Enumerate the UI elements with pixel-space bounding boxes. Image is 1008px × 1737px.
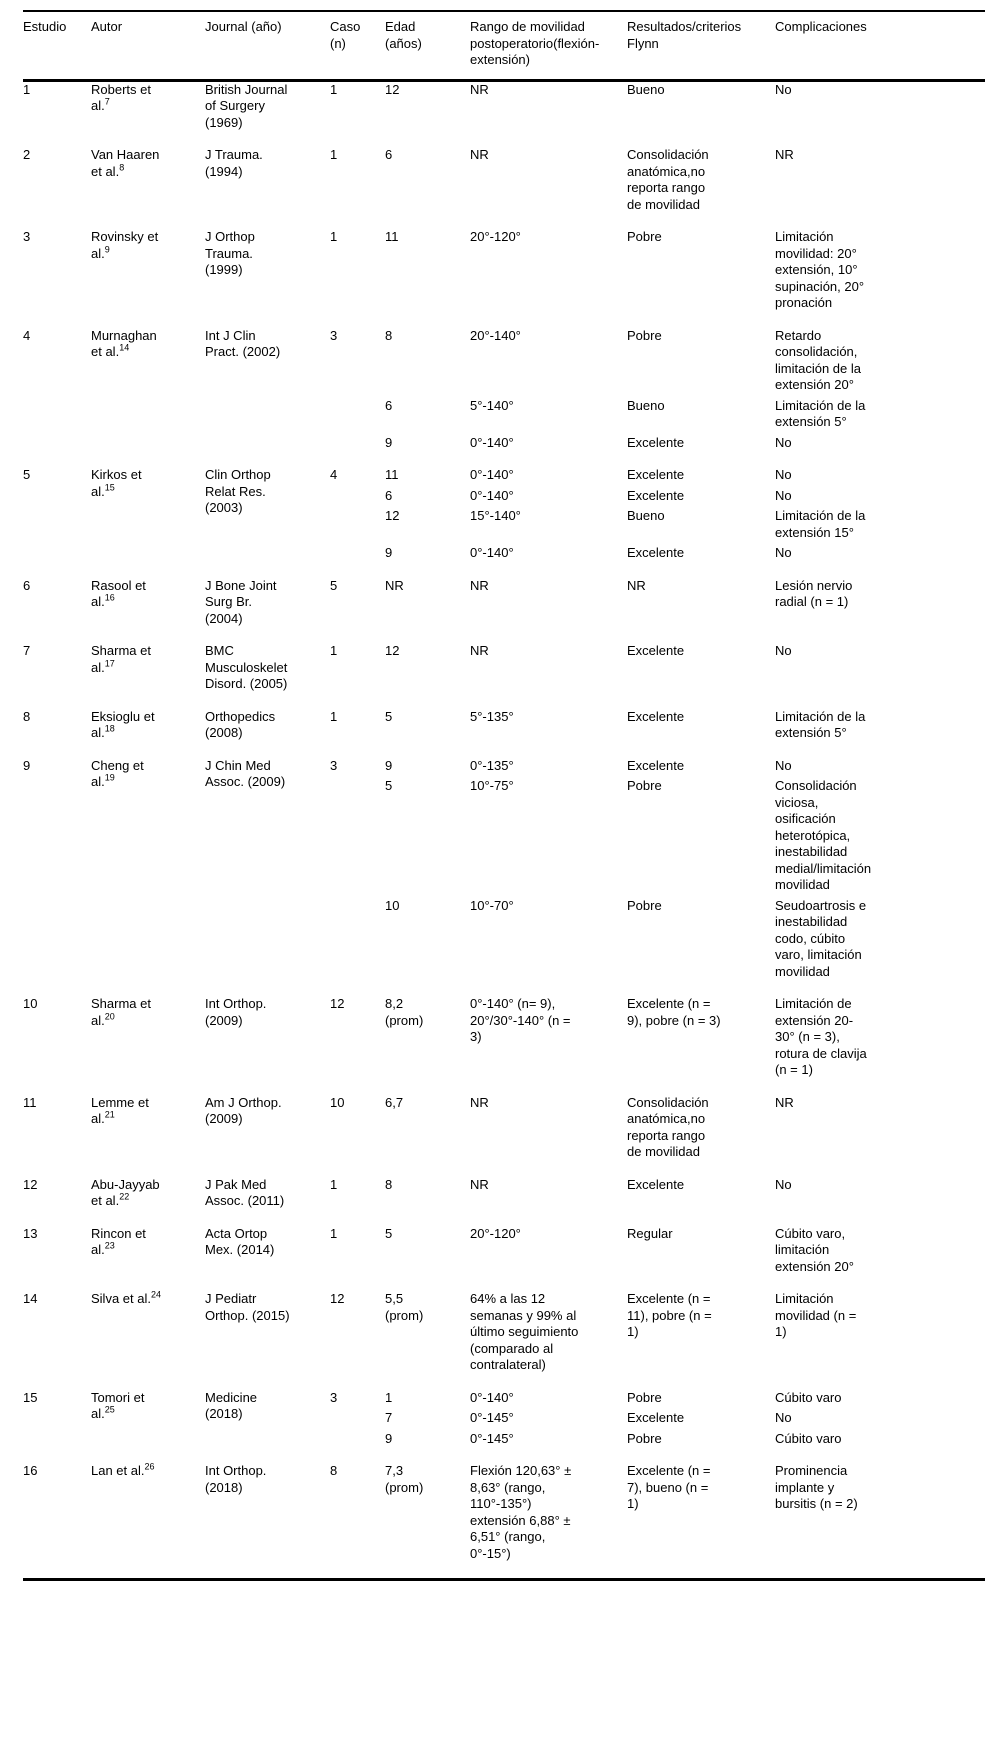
cell-complicaciones: Limitación de la extensión 15° xyxy=(775,508,866,540)
cell-complicaciones: Retardo consolidación, limitación de la extensión 20° xyxy=(775,327,861,392)
reference-superscript: 24 xyxy=(150,1289,161,1300)
cell-edad: 9 xyxy=(385,545,393,560)
author-name: Abu-Jayyab et al. xyxy=(91,1176,160,1208)
cell-journal: Int J Clin Pract. (2002) xyxy=(205,327,281,359)
cell-edad: 8 xyxy=(385,327,393,343)
study-row xyxy=(23,147,985,229)
cell-rango: 0°-145° xyxy=(470,1430,514,1446)
cell-rango: 0°-140° xyxy=(470,487,514,503)
cell-edad: 11 xyxy=(385,229,399,244)
author-name: Tomori et al. xyxy=(91,1389,145,1421)
author-name: Eksioglu et al. xyxy=(91,708,155,740)
cell-edad: 6,7 xyxy=(385,1094,404,1110)
cell-rango: 20°-120° xyxy=(470,229,521,244)
author-name: Lan et al. xyxy=(91,1463,145,1478)
cell-complicaciones: Seudoartrosis e inestabilidad codo, cúbito varo, limitación movilidad xyxy=(775,897,867,979)
cell-rango: 10°-75° xyxy=(470,778,514,793)
cell-resultado: Pobre xyxy=(627,778,662,793)
cell-autor xyxy=(91,1291,205,1390)
cell-rango: 0°-140° xyxy=(470,434,514,450)
cell-edad: 5 xyxy=(385,778,393,793)
reference-superscript: 9 xyxy=(104,244,110,255)
cell-caso: 10 xyxy=(330,1094,345,1110)
cell-resultado: Excelente xyxy=(627,708,685,724)
cell-estudio: 6 xyxy=(23,577,31,593)
cell-estudio: 3 xyxy=(23,229,31,244)
author-name: Cheng et al. xyxy=(91,757,144,789)
reference-superscript: 19 xyxy=(104,772,115,783)
cell-rango: 20°-140° xyxy=(470,327,521,343)
cell-rango: 64% a las 12 semanas y 99% al último seguimiento (comparado al contralateral) xyxy=(470,1291,579,1372)
study-row xyxy=(23,1291,985,1390)
cell-complicaciones: No xyxy=(775,467,792,482)
cell-journal: Am J Orthop. (2009) xyxy=(205,1094,282,1126)
cell-complicaciones: Consolidación viciosa, osificación heterotópica, inestabilidad medial/limitación movilidad xyxy=(775,778,872,892)
cell-resultado: Excelente xyxy=(627,434,685,450)
column-header-caso: Caso (n) xyxy=(330,11,385,80)
cell-edad: 11 xyxy=(385,467,399,482)
cell-resultado: Excelente xyxy=(627,1410,685,1425)
cell-resultado: Bueno xyxy=(627,508,665,523)
cell-caso: 12 xyxy=(330,996,345,1011)
study-row xyxy=(23,80,985,147)
reference-superscript: 14 xyxy=(119,342,130,353)
cell-caso: 12 xyxy=(330,1291,345,1306)
study-row xyxy=(23,709,985,758)
cell-rango: NR xyxy=(470,1094,489,1110)
cell-estudio: 13 xyxy=(23,1225,38,1241)
cell-caso: 1 xyxy=(330,643,338,658)
cell-journal: Acta Ortop Mex. (2014) xyxy=(205,1225,275,1257)
cell-edad: 8 xyxy=(385,1176,393,1192)
reference-superscript: 15 xyxy=(104,482,115,493)
cell-complicaciones: Cúbito varo xyxy=(775,1389,842,1405)
cell-estudio: 12 xyxy=(23,1176,38,1192)
cell-journal: J Orthop Trauma. (1999) xyxy=(205,229,255,277)
reference-superscript: 20 xyxy=(104,1011,115,1022)
cell-autor xyxy=(91,643,205,709)
cell-estudio: 7 xyxy=(23,643,31,658)
cell-journal: Orthopedics (2008) xyxy=(205,708,276,740)
cell-journal: J Pediatr Orthop. (2015) xyxy=(205,1291,290,1323)
cell-autor xyxy=(91,467,205,578)
cell-edad: 6 xyxy=(385,397,393,413)
cell-complicaciones: Limitación de la extensión 5° xyxy=(775,708,866,740)
cell-resultado: Excelente (n = 11), pobre (n = 1) xyxy=(627,1291,712,1339)
cell-rango: NR xyxy=(470,147,489,162)
study-row xyxy=(23,1095,985,1177)
cell-edad: 12 xyxy=(385,81,400,97)
author-name: Rincon et al. xyxy=(91,1225,146,1257)
cell-autor xyxy=(91,147,205,229)
column-header-resultado: Resultados/criterios Flynn xyxy=(627,11,775,80)
cell-autor xyxy=(91,758,205,997)
cell-autor xyxy=(91,80,205,147)
study-row xyxy=(23,1463,985,1580)
cell-edad: 10 xyxy=(385,897,400,913)
cell-resultado: Excelente xyxy=(627,1176,685,1192)
cell-autor xyxy=(91,1177,205,1226)
cell-complicaciones: No xyxy=(775,487,792,503)
cell-complicaciones: No xyxy=(775,757,792,773)
cell-complicaciones: Limitación de extensión 20-30° (n = 3), rotura de clavija (n = 1) xyxy=(775,996,867,1077)
study-row xyxy=(23,643,985,709)
cell-estudio: 16 xyxy=(23,1463,38,1478)
cell-rango: NR xyxy=(470,643,489,658)
cell-edad: NR xyxy=(385,577,404,593)
author-name: Rasool et al. xyxy=(91,577,146,609)
cell-rango: 0°-140° xyxy=(470,467,514,482)
cell-complicaciones: No xyxy=(775,545,792,560)
cell-journal: Medicine (2018) xyxy=(205,1389,258,1421)
cell-resultado: Excelente xyxy=(627,643,685,658)
study-row xyxy=(23,758,985,779)
cell-rango: NR xyxy=(470,1176,489,1192)
cell-resultado: Excelente xyxy=(627,487,685,503)
cell-rango: Flexión 120,63° ± 8,63° (rango, 110°-135°) extensión 6,88° ± 6,51° (rango, 0°-15°) xyxy=(470,1463,572,1561)
cell-caso: 5 xyxy=(330,577,338,593)
cell-resultado: Regular xyxy=(627,1225,673,1241)
studies-table xyxy=(23,10,985,1581)
cell-edad: 5,5 (prom) xyxy=(385,1291,424,1323)
cell-edad: 9 xyxy=(385,757,393,773)
author-name: Murnaghan et al. xyxy=(91,327,157,359)
cell-edad: 12 xyxy=(385,508,400,523)
table-body xyxy=(23,80,985,1580)
reference-superscript: 26 xyxy=(144,1461,155,1472)
table-header xyxy=(23,11,985,80)
cell-resultado: Excelente xyxy=(627,757,685,773)
cell-rango: 0°-135° xyxy=(470,757,514,773)
study-row xyxy=(23,229,985,328)
cell-complicaciones: Limitación movilidad: 20° extensión, 10° supinación, 20° pronación xyxy=(775,229,865,310)
column-header-edad: Edad (años) xyxy=(385,11,470,80)
cell-complicaciones: Cúbito varo xyxy=(775,1430,842,1446)
reference-superscript: 16 xyxy=(104,592,115,603)
author-name: Silva et al. xyxy=(91,1291,151,1306)
cell-complicaciones: No xyxy=(775,1410,792,1425)
cell-autor xyxy=(91,229,205,328)
cell-resultado: Excelente xyxy=(627,545,685,560)
column-header-rango: Rango de movilidad postoperatorio(flexión-extensión) xyxy=(470,11,627,80)
cell-journal: Int Orthop. (2009) xyxy=(205,996,267,1028)
cell-rango: 0°-140° xyxy=(470,1389,514,1405)
cell-estudio: 11 xyxy=(23,1094,37,1110)
cell-rango: 0°-145° xyxy=(470,1410,514,1425)
cell-rango: 0°-140° xyxy=(470,545,514,560)
study-row xyxy=(23,328,985,398)
cell-autor xyxy=(91,578,205,644)
cell-estudio: 2 xyxy=(23,147,31,162)
cell-resultado: Pobre xyxy=(627,897,662,913)
cell-autor xyxy=(91,996,205,1095)
author-name: Kirkos et al. xyxy=(91,467,142,499)
cell-complicaciones: Limitación movilidad (n = 1) xyxy=(775,1291,857,1339)
cell-estudio: 5 xyxy=(23,467,31,482)
reference-superscript: 17 xyxy=(104,658,115,669)
cell-estudio: 8 xyxy=(23,708,31,724)
cell-complicaciones: Cúbito varo, limitación extensión 20° xyxy=(775,1225,854,1274)
author-name: Sharma et al. xyxy=(91,996,151,1028)
cell-resultado: Pobre xyxy=(627,327,662,343)
cell-rango: NR xyxy=(470,81,489,97)
cell-resultado: Pobre xyxy=(627,229,662,244)
cell-complicaciones: Limitación de la extensión 5° xyxy=(775,397,866,429)
cell-complicaciones: No xyxy=(775,1176,792,1192)
cell-caso: 3 xyxy=(330,1389,338,1405)
cell-journal: J Pak Med Assoc. (2011) xyxy=(205,1176,285,1208)
cell-resultado: Bueno xyxy=(627,81,665,97)
cell-autor xyxy=(91,1226,205,1292)
cell-journal: Clin Orthop Relat Res. (2003) xyxy=(205,467,271,515)
cell-complicaciones: Lesión nervio radial (n = 1) xyxy=(775,577,853,609)
cell-caso: 1 xyxy=(330,1176,338,1192)
cell-resultado: Excelente (n = 9), pobre (n = 3) xyxy=(627,996,721,1028)
column-header-estudio: Estudio xyxy=(23,11,91,80)
reference-superscript: 8 xyxy=(119,162,125,173)
cell-edad: 9 xyxy=(385,1430,393,1446)
cell-caso: 1 xyxy=(330,147,338,162)
cell-caso: 3 xyxy=(330,327,338,343)
cell-edad: 7,3 (prom) xyxy=(385,1463,424,1495)
author-name: Sharma et al. xyxy=(91,643,151,675)
cell-edad: 6 xyxy=(385,147,393,162)
cell-complicaciones: Prominencia implante y bursitis (n = 2) xyxy=(775,1463,858,1511)
author-name: Rovinsky et al. xyxy=(91,229,159,261)
cell-caso: 1 xyxy=(330,81,338,97)
cell-autor xyxy=(91,1095,205,1177)
cell-rango: 5°-135° xyxy=(470,708,514,724)
cell-edad: 1 xyxy=(385,1389,393,1405)
cell-caso: 1 xyxy=(330,1225,338,1241)
cell-edad: 12 xyxy=(385,643,400,658)
cell-estudio: 1 xyxy=(23,81,31,97)
cell-journal: J Trauma. (1994) xyxy=(205,147,263,179)
study-row xyxy=(23,1226,985,1292)
cell-resultado: Bueno xyxy=(627,397,665,413)
cell-complicaciones: NR xyxy=(775,147,794,162)
cell-caso: 1 xyxy=(330,708,338,724)
cell-edad: 7 xyxy=(385,1410,393,1425)
reference-superscript: 21 xyxy=(104,1109,115,1120)
reference-superscript: 23 xyxy=(104,1240,115,1251)
cell-rango: 0°-140° (n= 9), 20°/30°-140° (n = 3) xyxy=(470,996,571,1044)
cell-estudio: 9 xyxy=(23,757,31,773)
cell-complicaciones: No xyxy=(775,81,792,97)
cell-autor xyxy=(91,1390,205,1464)
cell-autor xyxy=(91,328,205,468)
column-header-complicaciones: Complicaciones xyxy=(775,11,985,80)
study-row xyxy=(23,1390,985,1411)
column-header-autor: Autor xyxy=(91,11,205,80)
cell-autor xyxy=(91,1463,205,1580)
cell-estudio: 10 xyxy=(23,996,38,1011)
study-row xyxy=(23,1177,985,1226)
cell-resultado: Pobre xyxy=(627,1389,662,1405)
study-row xyxy=(23,467,985,488)
cell-rango: 20°-120° xyxy=(470,1225,521,1241)
author-name: Roberts et al. xyxy=(91,81,151,113)
cell-edad: 5 xyxy=(385,708,393,724)
cell-caso: 8 xyxy=(330,1463,338,1478)
column-header-journal: Journal (año) xyxy=(205,11,330,80)
cell-complicaciones: No xyxy=(775,643,792,658)
cell-resultado: Excelente (n = 7), bueno (n = 1) xyxy=(627,1463,711,1511)
cell-estudio: 15 xyxy=(23,1389,38,1405)
cell-journal: J Bone Joint Surg Br. (2004) xyxy=(205,577,277,626)
cell-journal: Int Orthop. (2018) xyxy=(205,1463,267,1495)
reference-superscript: 7 xyxy=(104,96,110,107)
cell-resultado: Excelente xyxy=(627,467,685,482)
table-header-row xyxy=(23,11,985,80)
reference-superscript: 18 xyxy=(104,723,115,734)
cell-edad: 9 xyxy=(385,434,393,450)
cell-rango: 10°-70° xyxy=(470,897,514,913)
cell-complicaciones: No xyxy=(775,434,792,450)
reference-superscript: 25 xyxy=(104,1404,115,1415)
cell-caso: 4 xyxy=(330,467,338,482)
cell-edad: 8,2 (prom) xyxy=(385,996,424,1028)
cell-caso: 1 xyxy=(330,229,338,244)
cell-rango: 5°-140° xyxy=(470,397,514,413)
cell-rango: 15°-140° xyxy=(470,508,521,523)
study-row xyxy=(23,996,985,1095)
author-name: Van Haaren et al. xyxy=(91,147,160,179)
cell-autor xyxy=(91,709,205,758)
cell-resultado: Consolidación anatómica,no reporta rango de movilidad xyxy=(627,1094,709,1159)
reference-superscript: 22 xyxy=(119,1191,130,1202)
cell-rango: NR xyxy=(470,577,489,593)
cell-edad: 6 xyxy=(385,487,393,503)
cell-edad: 5 xyxy=(385,1225,393,1241)
cell-journal: British Journal of Surgery (1969) xyxy=(205,81,288,130)
cell-complicaciones: NR xyxy=(775,1094,794,1110)
cell-caso: 3 xyxy=(330,757,338,773)
cell-resultado: Consolidación anatómica,no reporta rango de movilidad xyxy=(627,147,709,212)
author-name: Lemme et al. xyxy=(91,1094,149,1126)
study-row xyxy=(23,578,985,644)
cell-journal: BMC Musculoskelet Disord. (2005) xyxy=(205,643,288,691)
cell-resultado: Pobre xyxy=(627,1430,662,1446)
cell-estudio: 14 xyxy=(23,1291,38,1306)
cell-journal: J Chin Med Assoc. (2009) xyxy=(205,757,286,789)
cell-estudio: 4 xyxy=(23,327,31,343)
cell-resultado: NR xyxy=(627,577,646,593)
